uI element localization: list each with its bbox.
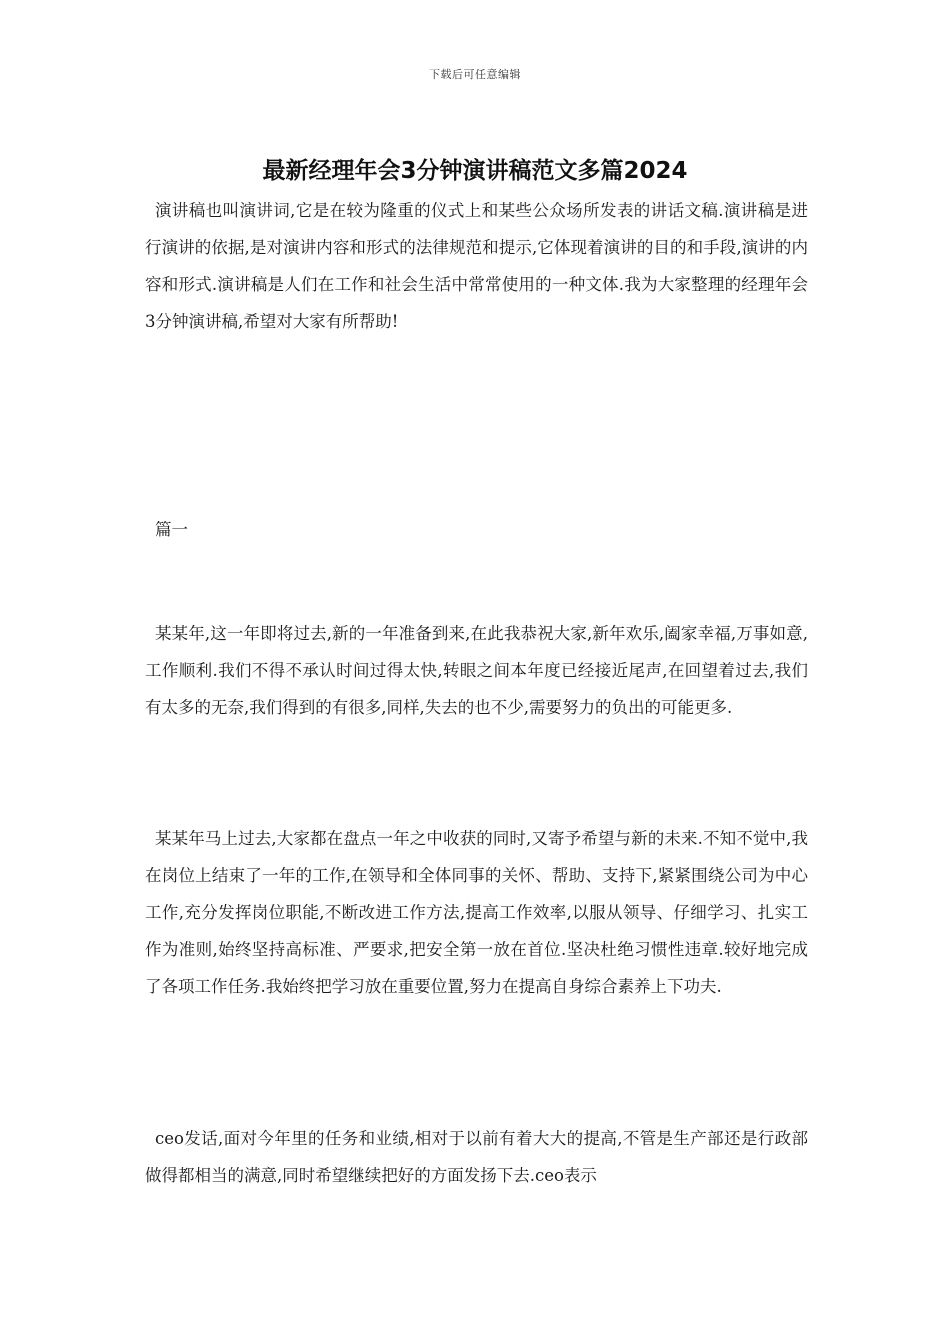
document-title: 最新经理年会3分钟演讲稿范文多篇2024 [262, 158, 688, 184]
body-paragraph: ceo发话,面对今年里的任务和业绩,相对于以前有着大大的提高,不管是生产部还是行政部做得都相当的满意,同时希望继续把好的方面发扬下去.ceo表示 [145, 1129, 808, 1185]
section-heading: 篇一 [155, 520, 188, 539]
body-paragraph: 某某年,这一年即将过去,新的一年准备到来,在此我恭祝大家,新年欢乐,阖家幸福,万事如意,工作顺利.我们不得不承认时间过得太快,转眼之间本年度已经接近尾声,在回望着过去,我们有太多的无奈,我们得到的有很多,同样,失去的也不少,需要努力的负出的可能更多. [145, 624, 808, 717]
page-header-note: 下载后可任意编辑 [429, 68, 521, 81]
intro-paragraph: 演讲稿也叫演讲词,它是在较为隆重的仪式上和某些公众场所发表的讲话文稿.演讲稿是进行演讲的依据,是对演讲内容和形式的法律规范和提示,它体现着演讲的目的和手段,演讲的内容和形式.演讲稿是人们在工作和社会生活中常常使用的一种文体.我为大家整理的经理年会3分钟演讲稿,希望对大家有所帮助! [145, 201, 808, 331]
body-paragraph: 某某年马上过去,大家都在盘点一年之中收获的同时,又寄予希望与新的未来.不知不觉中,我在岗位上结束了一年的工作,在领导和全体同事的关怀、帮助、支持下,紧紧围绕公司为中心工作,充分发挥岗位职能,不断改进工作方法,提高工作效率,以服从领导、仔细学习、扎实工作为准则,始终坚持高标准、严要求,把安全第一放在首位.坚决杜绝习惯性违章.较好地完成了各项工作任务.我始终把学习放在重要位置,努力在提高自身综合素养上下功夫. [145, 829, 808, 996]
